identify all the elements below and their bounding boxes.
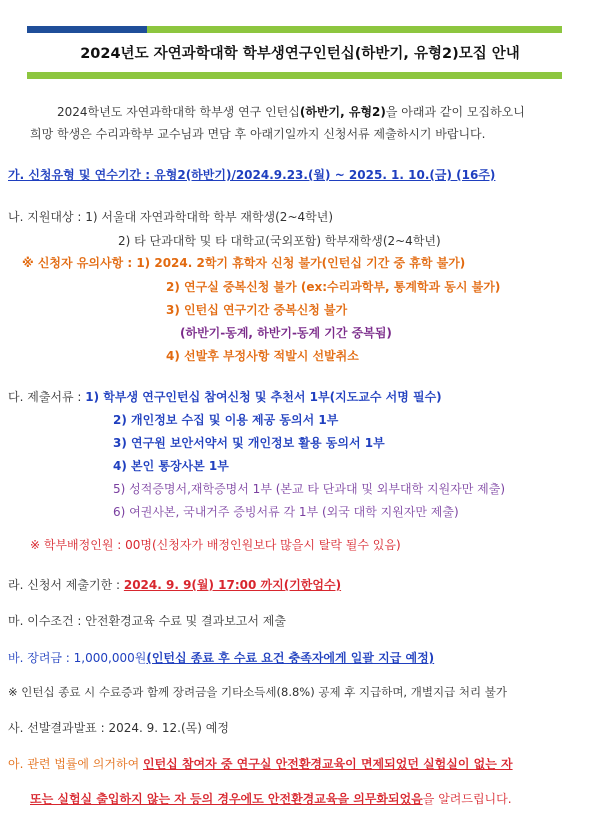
section-h-emphasis-2: 또는 실험실 출입하지 않는 자 등의 경우에도 안전환경교육을 의무화되었음 — [30, 792, 423, 806]
notice-item-2: 2) 연구실 중복신청 불가 (ex:수리과학부, 통계학과 동시 불가) — [166, 280, 501, 294]
doc-item-5: 5) 성적증명서,재학증명서 1부 (본교 타 단과대 및 외부대학 지원자만 제출) — [113, 482, 506, 496]
header-bar-green-segment — [147, 26, 562, 33]
section-e-completion: 마. 이수조건 : 안전환경교육 수료 및 결과보고서 제출 — [8, 614, 286, 628]
header-top-bar — [27, 26, 562, 33]
section-a-period: 가. 신청유형 및 연수기간 : 유형2(하반기)/2024.9.23.(월) ~ 2025. 1. 10.(금) (16주) — [8, 168, 496, 182]
section-b-eligibility-1 — [8, 208, 333, 225]
page-title: 2024년도 자연과학대학 학부생연구인턴십(하반기, 유형2)모집 안내 — [80, 46, 520, 62]
header-bar-navy-segment — [27, 26, 147, 33]
intro-line-2: 희망 학생은 수리과학부 교수님과 면담 후 아래기일까지 신청서류 제출하시기 바랍니다. — [30, 127, 486, 141]
section-h-line-2 — [30, 790, 512, 807]
section-g-announcement: 사. 선발결과발표 : 2024. 9. 12.(목) 예정 — [8, 721, 229, 735]
doc-item-1: 1) 학부생 연구인턴십 참여신청 및 추천서 1부(지도교수 서명 필수) — [85, 390, 442, 404]
stipend-tax-note: ※ 인턴십 종료 시 수료증과 함께 장려금을 기타소득세(8.8%) 공제 후 지급하며, 개별지급 처리 불가 — [8, 685, 507, 699]
section-d-deadline — [8, 576, 341, 593]
stipend-detail: (인턴십 종료 후 수료 요건 충족자에게 일괄 지급 예정) — [146, 651, 435, 665]
notice-label: ※ 신청자 유의사항 : — [22, 256, 137, 270]
section-b-label: 나. 지원대상 : — [8, 210, 86, 224]
notice-item-3: 3) 인턴십 연구기간 중복신청 불가 — [166, 303, 348, 317]
eligibility-item-1: 1) 서울대 자연과학대학 학부 재학생(2~4학년) — [85, 210, 334, 224]
notice-item-3-detail: (하반기-동계, 하반기-동계 기간 중복됨) — [180, 326, 392, 340]
quota-note: ※ 학부배정인원 : 00명(신청자가 배정인원보다 많을시 탈락 될수 있음) — [30, 538, 401, 552]
section-c-docs-1 — [8, 388, 442, 405]
section-f-label: 바. 장려금 : 1,000,000원 — [8, 651, 147, 665]
doc-item-3: 3) 연구원 보안서약서 및 개인정보 활용 동의서 1부 — [113, 436, 385, 450]
section-c-label: 다. 제출서류 : — [8, 390, 86, 404]
notice-line-1 — [22, 254, 465, 271]
eligibility-item-2: 2) 타 단과대학 및 타 대학교(국외포함) 학부재학생(2~4학년) — [118, 234, 441, 248]
section-d-label: 라. 신청서 제출기한 : — [8, 578, 124, 592]
doc-item-2: 2) 개인정보 수집 및 이용 제공 동의서 1부 — [113, 413, 339, 427]
doc-item-6: 6) 여권사본, 국내거주 증빙서류 각 1부 (외국 대학 지원자만 제출) — [113, 505, 459, 519]
intro-line-1 — [57, 103, 525, 120]
doc-item-4: 4) 본인 통장사본 1부 — [113, 459, 229, 473]
section-h-emphasis-1: 인턴십 참여자 중 연구실 안전환경교육이 면제되었던 실험실이 없는 자 — [143, 757, 513, 771]
header-bottom-bar — [27, 72, 562, 79]
intro-text: 2024학년도 자연과학대학 학부생 연구 인턴십 — [57, 105, 300, 119]
notice-item-4: 4) 선발후 부정사항 적발시 선발취소 — [166, 349, 359, 363]
section-h-line-1 — [8, 755, 513, 772]
section-f-stipend — [8, 649, 434, 666]
deadline-value: 2024. 9. 9(월) 17:00 까지(기한엄수) — [123, 578, 342, 592]
section-h-tail: 을 알려드립니다. — [422, 792, 512, 806]
section-h-label: 아. 관련 법률에 의거하여 — [8, 757, 143, 771]
notice-item-1: 1) 2024. 2학기 휴학자 신청 불가(인턴십 기간 중 휴학 불가) — [136, 256, 466, 270]
intro-text-tail: 을 아래과 같이 모집하오니 — [385, 105, 525, 119]
intro-highlight: (하반기, 유형2) — [299, 105, 386, 119]
